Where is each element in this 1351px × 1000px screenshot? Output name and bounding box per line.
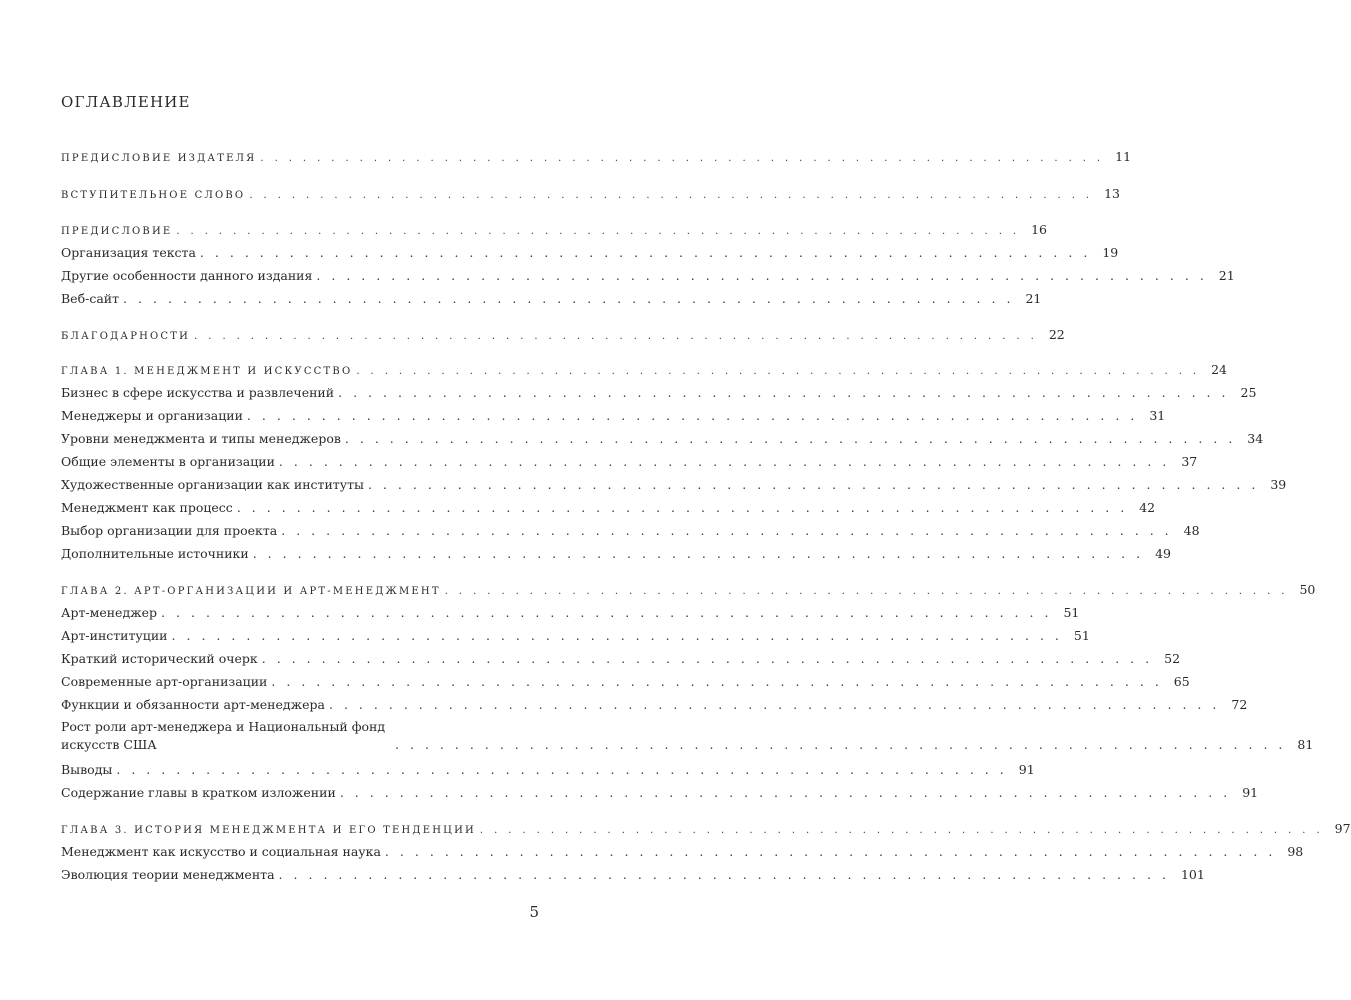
leader-dots: ............................................................ <box>176 226 1028 237</box>
leader-dots: ............................................................ <box>236 500 1136 515</box>
entry-page: 19 <box>1102 245 1119 260</box>
leader-dots: ............................................................ <box>356 366 1208 377</box>
toc-entry <box>61 430 1264 448</box>
entry-page: 49 <box>1155 546 1172 561</box>
entry-page: 21 <box>1025 291 1042 306</box>
entry-page: 91 <box>1242 785 1259 800</box>
toc-entry <box>61 267 1235 285</box>
entry-page: 24 <box>1211 362 1227 377</box>
leader-dots: ............................................................ <box>271 674 1170 689</box>
toc-entry <box>61 499 1156 517</box>
entry-label: Содержание главы в кратком изложении <box>61 785 336 800</box>
leader-dots: ............................................................ <box>246 408 1146 423</box>
entry-label: Менеджеры и организации <box>61 408 243 423</box>
toc-entry <box>61 290 1042 308</box>
entry-page: 81 <box>1297 737 1314 752</box>
toc-entry <box>61 476 1287 494</box>
leader-dots: ............................................................ <box>123 291 1022 306</box>
entry-label: Арт-институции <box>61 628 168 643</box>
leader-dots: ............................................................ <box>384 844 1284 859</box>
entry-page: 16 <box>1031 222 1048 237</box>
leader-dots: ............................................................ <box>339 785 1239 800</box>
entry-page: 37 <box>1181 454 1198 469</box>
entry-page: 13 <box>1104 186 1120 201</box>
entry-label: Дополнительные источники <box>61 546 249 561</box>
toc-entry <box>61 784 1259 802</box>
leader-dots: ............................................................ <box>395 737 1294 752</box>
leader-dots: ............................................................ <box>278 867 1177 882</box>
entry-page: 39 <box>1270 477 1287 492</box>
toc-entry <box>61 820 1351 840</box>
leader-dots: ............................................................ <box>260 153 1112 164</box>
leader-dots: ............................................................ <box>479 825 1331 836</box>
toc-entry <box>61 185 1120 205</box>
entry-page: 91 <box>1018 762 1035 777</box>
leader-dots: ............................................................ <box>316 268 1215 283</box>
leader-dots: ............................................................ <box>344 431 1244 446</box>
entry-label: Выбор организации для проекта <box>61 523 278 538</box>
toc-entry <box>61 407 1166 425</box>
toc-entry <box>61 384 1257 402</box>
entry-page: 52 <box>1164 651 1181 666</box>
leader-dots: ............................................................ <box>328 697 1228 712</box>
entry-label: Рост роли арт-менеджера и Национальный фонд искусств США <box>61 719 386 752</box>
entry-label: Организация текста <box>61 245 196 260</box>
toc-entry <box>61 361 1227 381</box>
entry-page: 42 <box>1139 500 1156 515</box>
entry-label: Уровни менеджмента и типы менеджеров <box>61 431 341 446</box>
toc-entry <box>61 761 1035 779</box>
page-number: 5 <box>529 903 539 921</box>
entry-page: 11 <box>1115 149 1132 164</box>
entry-label: Бизнес в сфере искусства и развлечений <box>61 385 335 400</box>
leader-dots: ............................................................ <box>161 605 1060 620</box>
leader-dots: ............................................................ <box>367 477 1267 492</box>
entry-label: Арт-менеджер <box>61 605 158 620</box>
entry-page: 34 <box>1247 431 1264 446</box>
entry-label: ВСТУПИТЕЛЬНОЕ СЛОВО <box>61 190 246 201</box>
entry-label: Общие элементы в организации <box>61 454 275 469</box>
entry-label: Краткий исторический очерк <box>61 651 258 666</box>
entry-label: Веб-сайт <box>61 291 120 306</box>
entry-page: 72 <box>1231 697 1248 712</box>
entry-page: 65 <box>1173 674 1190 689</box>
entry-page: 98 <box>1287 844 1304 859</box>
toc-entry <box>61 148 1132 168</box>
toc-entry <box>61 581 1316 601</box>
entry-page: 25 <box>1240 385 1257 400</box>
toc-entry <box>61 650 1181 668</box>
entry-page: 48 <box>1183 523 1200 538</box>
leader-dots: ............................................................ <box>199 245 1099 260</box>
entry-label: ПРЕДИСЛОВИЕ ИЗДАТЕЛЯ <box>61 153 257 164</box>
entry-label: Выводы <box>61 762 113 777</box>
toc-entry <box>61 866 1205 884</box>
toc-entry <box>61 627 1090 645</box>
toc-entry <box>61 522 1200 540</box>
entry-page: 22 <box>1048 327 1065 342</box>
leader-dots: ............................................................ <box>249 190 1101 201</box>
entry-label: Функции и обязанности арт-менеджера <box>61 697 325 712</box>
entry-label: БЛАГОДАРНОСТИ <box>61 331 191 342</box>
leader-dots: ............................................................ <box>116 762 1015 777</box>
toc-entry <box>61 696 1248 714</box>
entry-label: Художественные организации как институты <box>61 477 364 492</box>
entry-page: 31 <box>1149 408 1166 423</box>
toc-entry <box>61 718 1314 754</box>
toc-entry <box>61 326 1065 346</box>
leader-dots: ............................................................ <box>252 546 1152 561</box>
toc-entry <box>61 843 1304 861</box>
entry-label: ГЛАВА 3. ИСТОРИЯ МЕНЕДЖМЕНТА И ЕГО ТЕНДЕНЦИИ <box>61 825 476 836</box>
entry-label: Менеджмент как искусство и социальная наука <box>61 844 381 859</box>
entry-label: Современные арт-организации <box>61 674 268 689</box>
toc-entry <box>61 221 1048 241</box>
toc-title: ОГЛАВЛЕНИЕ <box>61 93 191 111</box>
toc-entry <box>61 244 1119 262</box>
entry-page: 50 <box>1299 582 1316 597</box>
leader-dots: ............................................................ <box>261 651 1161 666</box>
leader-dots: ............................................................ <box>278 454 1178 469</box>
toc-entry <box>61 604 1080 622</box>
entry-page: 51 <box>1073 628 1090 643</box>
leader-dots: ............................................................ <box>171 628 1070 643</box>
entry-page: 101 <box>1180 867 1205 882</box>
toc-entry <box>61 545 1172 563</box>
entry-label: Менеджмент как процесс <box>61 500 233 515</box>
toc-entry <box>61 453 1198 471</box>
leader-dots: ............................................................ <box>444 586 1296 597</box>
entry-label: ГЛАВА 2. АРТ-ОРГАНИЗАЦИИ И АРТ-МЕНЕДЖМЕНТ <box>61 586 441 597</box>
entry-label: ПРЕДИСЛОВИЕ <box>61 226 173 237</box>
entry-page: 21 <box>1218 268 1235 283</box>
leader-dots: ............................................................ <box>338 385 1237 400</box>
entry-label: Эволюция теории менеджмента <box>61 867 275 882</box>
toc-entry <box>61 673 1190 691</box>
entry-label: ГЛАВА 1. МЕНЕДЖМЕНТ И ИСКУССТВО <box>61 366 353 377</box>
entry-page: 51 <box>1063 605 1080 620</box>
leader-dots: ............................................................ <box>194 331 1045 342</box>
entry-label: Другие особенности данного издания <box>61 268 313 283</box>
leader-dots: ............................................................ <box>281 523 1180 538</box>
entry-page: 97 <box>1334 821 1351 836</box>
